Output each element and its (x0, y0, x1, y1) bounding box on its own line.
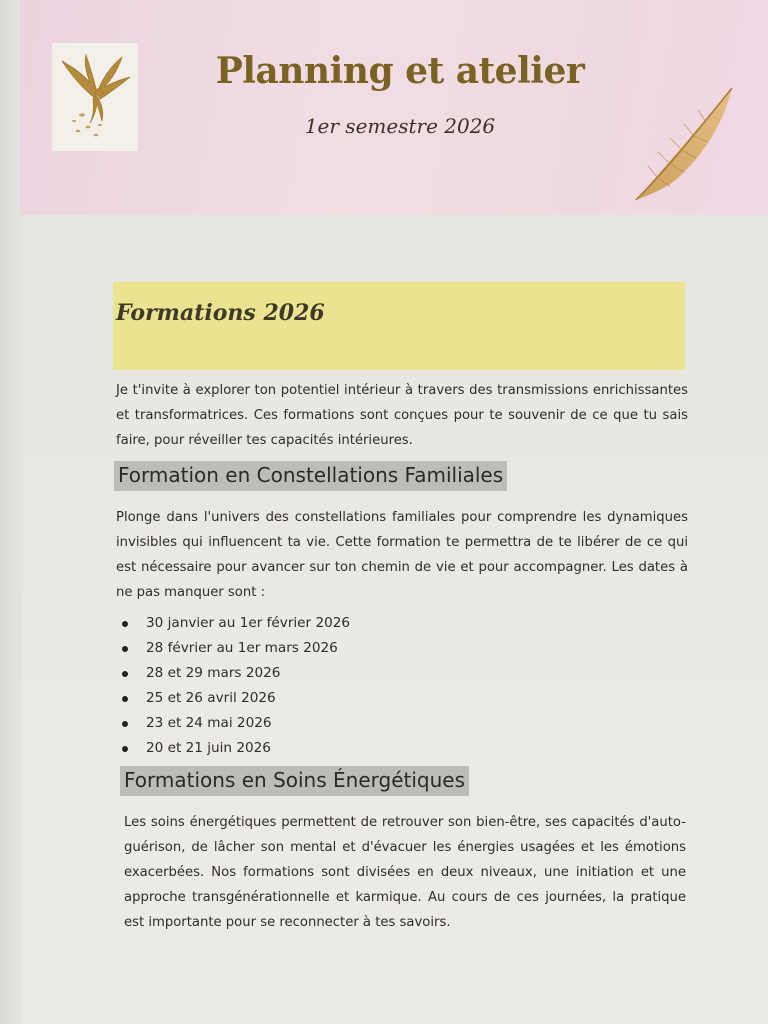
dates-list (120, 611, 350, 761)
list-item (120, 686, 350, 711)
list-item (120, 611, 350, 636)
date-text: 28 février au 1er mars 2026 (146, 640, 338, 656)
bullet-icon (122, 671, 128, 677)
section-title: Formations 2026 (116, 300, 325, 326)
section-header-band (113, 282, 685, 370)
intro-paragraph: Je t'invite à explorer ton potentiel intérieur à travers des transmissions enrichissantes et transformatrices. Ces formations sont conçues pour te souvenir de ce que tu sais faire, pour réveiller tes capacités intérieures. (116, 383, 688, 448)
page-title: Planning et atelier (215, 50, 585, 92)
soins-paragraph: Les soins énergétiques permettent de retrouver son bien-être, ses capacités d'auto-guérison, de lâcher son mental et d'évacuer les énergies usagées et les émotions exacerbées. Nos formations sont divisées en deux niveaux, une initiation et une approche transgénérationnelle et karmique. Au cours de ces journées, la pratique est importante pour se reconnecter à tes savoirs. (124, 815, 686, 930)
constellations-heading: Formation en Constellations Familiales (114, 461, 507, 491)
bullet-icon (122, 646, 128, 652)
list-item (120, 711, 350, 736)
list-item (120, 661, 350, 686)
bullet-icon (122, 746, 128, 752)
date-text: 25 et 26 avril 2026 (146, 690, 276, 706)
list-item (120, 736, 350, 761)
page-left-edge (0, 0, 22, 1024)
list-item (120, 636, 350, 661)
page-subtitle: 1er semestre 2026 (304, 114, 496, 138)
date-text: 28 et 29 mars 2026 (146, 665, 281, 681)
bullet-icon (122, 696, 128, 702)
feather-icon (628, 80, 740, 208)
bullet-icon (122, 621, 128, 627)
date-text: 23 et 24 mai 2026 (146, 715, 272, 731)
soins-heading: Formations en Soins Énergétiques (120, 766, 469, 796)
date-text: 20 et 21 juin 2026 (146, 740, 271, 756)
phoenix-logo-icon (52, 43, 138, 151)
date-text: 30 janvier au 1er février 2026 (146, 615, 351, 631)
constellations-paragraph: Plonge dans l'univers des constellations familiales pour comprendre les dynamiques invisibles qui influencent ta vie. Cette formation te permettra de te libérer de ce qui est nécessaire pour avancer sur ton chemin de vie et pour accompagner. Les dates à ne pas manquer sont : (116, 510, 688, 600)
bullet-icon (122, 721, 128, 727)
